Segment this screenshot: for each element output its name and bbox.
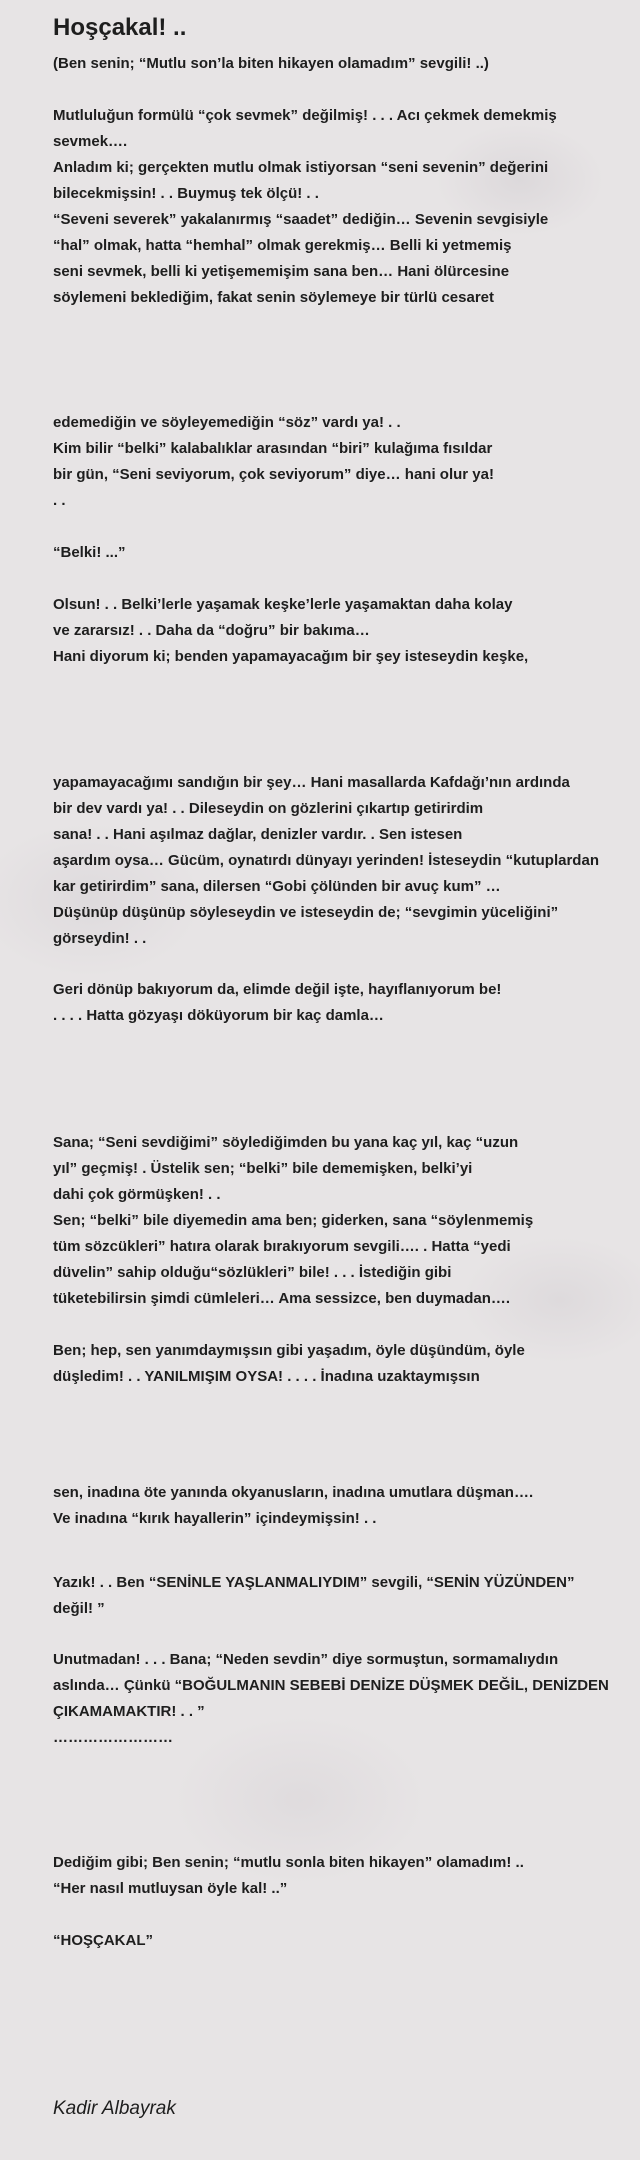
poem-line: söylemeni beklediğim, fakat senin söylemeye bir türlü cesaret xyxy=(53,289,495,306)
poem-line: düşledim! . . YANILMIŞIM OYSA! . . . . İnadına uzaktaymışsın xyxy=(53,1368,480,1385)
poem-paragraph xyxy=(53,1570,575,1622)
poem-line: bir gün, “Seni seviyorum, çok seviyorum” diye… hani olur ya! xyxy=(53,466,494,483)
poem-line: Mutluluğun formülü “çok sevmek” değilmiş! . . . Acı çekmek demekmiş xyxy=(53,107,557,124)
poem-line: edemediğin ve söyleyemediğin “söz” vardı ya! . . xyxy=(53,414,401,431)
poem-line: Kim bilir “belki” kalabalıklar arasından “biri” kulağıma fısıldar xyxy=(53,440,493,457)
poem-line: Yazık! . . Ben “SENİNLE YAŞLANMALIYDIM” sevgili, “SENİN YÜZÜNDEN” xyxy=(53,1574,575,1591)
poem-line: Anladım ki; gerçekten mutlu olmak istiyorsan “seni sevenin” değerini xyxy=(53,159,549,176)
poem-paragraph xyxy=(53,540,126,566)
poem-line: bilecekmişsin! . . Buymuş tek ölçü! . . xyxy=(53,185,319,202)
poem-line: sen, inadına öte yanında okyanusların, inadına umutlara düşman…. xyxy=(53,1484,534,1501)
poem-line: yıl” geçmiş! . Üstelik sen; “belki” bile dememişken, belki’yi xyxy=(53,1160,473,1177)
poem-line: Olsun! . . Belki’lerle yaşamak keşke’lerle yaşamaktan daha kolay xyxy=(53,596,513,613)
poem-line: aşardım oysa… Gücüm, oynatırdı dünyayı yerinden! İsteseydin “kutuplardan xyxy=(53,852,599,869)
poem-line: “hal” olmak, hatta “hemhal” olmak gerekmiş… Belli ki yetmemiş xyxy=(53,237,512,254)
poem-line: Ben; hep, sen yanımdaymışsın gibi yaşadım, öyle düşündüm, öyle xyxy=(53,1342,525,1359)
poem-line: . . xyxy=(53,492,66,509)
poem-line: “Her nasıl mutluysan öyle kal! ..” xyxy=(53,1880,288,1897)
poem-paragraph xyxy=(53,592,528,670)
poem-paragraph xyxy=(53,103,557,311)
poem-line: kar getirirdim” sana, dilersen “Gobi çölünden bir avuç kum” … xyxy=(53,878,501,895)
poem-line: Unutmadan! . . . Bana; “Neden sevdin” diye sormuştun, sormamalıydın xyxy=(53,1651,559,1668)
poem-line: “Seveni severek” yakalanırmış “saadet” dediğin… Sevenin sevgisiyle xyxy=(53,211,549,228)
poem-line: Hani diyorum ki; benden yapamayacağım bir şey isteseydin keşke, xyxy=(53,648,529,665)
poem-line: aslında… Çünkü “BOĞULMANIN SEBEBİ DENİZE DÜŞMEK DEĞİL, DENİZDEN xyxy=(53,1677,609,1694)
poem-title: Hoşçakal! .. xyxy=(53,14,187,41)
poem-line: “HOŞÇAKAL” xyxy=(53,1932,153,1949)
poem-line: sana! . . Hani aşılmaz dağlar, denizler vardır. . Sen istesen xyxy=(53,826,463,843)
poem-paragraph xyxy=(53,1338,525,1390)
poem-paragraph xyxy=(53,977,501,1029)
poem-line: Sen; “belki” bile diyemedin ama ben; giderken, sana “söylenmemiş xyxy=(53,1212,534,1229)
poem-paragraph xyxy=(53,1850,524,1902)
poem-paragraph xyxy=(53,1647,609,1751)
poem-line: (Ben senin; “Mutlu son’la biten hikayen olamadım” sevgili! ..) xyxy=(53,55,489,72)
poem-line: …………………… xyxy=(53,1729,173,1746)
poem-line: değil! ” xyxy=(53,1600,105,1617)
poem-paragraph xyxy=(53,770,599,952)
poem-line: görseydin! . . xyxy=(53,930,147,947)
poem-line: bir dev vardı ya! . . Dileseydin on gözlerini çıkartıp getirirdim xyxy=(53,800,484,817)
poem-line: Düşünüp düşünüp söyleseydin ve isteseydin de; “sevgimin yüceliğini” xyxy=(53,904,559,921)
poem-line: “Belki! ...” xyxy=(53,544,126,561)
poem-line: yapamayacağımı sandığın bir şey… Hani masallarda Kafdağı’nın ardında xyxy=(53,774,570,791)
poem-paragraph xyxy=(53,1928,153,1954)
poem-line: Ve inadına “kırık hayallerin” içindeymişsin! . . xyxy=(53,1510,377,1527)
poem-line: . . . . Hatta gözyaşı döküyorum bir kaç damla… xyxy=(53,1007,384,1024)
poem-line: Sana; “Seni sevdiğimi” söylediğimden bu yana kaç yıl, kaç “uzun xyxy=(53,1134,519,1151)
author-name: Kadir Albayrak xyxy=(53,2098,176,2119)
poem-line: tüm sözcükleri” hatıra olarak bırakıyorum sevgili…. . Hatta “yedi xyxy=(53,1238,511,1255)
poem-paragraph xyxy=(53,1130,533,1312)
poem-line: Geri dönüp bakıyorum da, elimde değil işte, hayıflanıyorum be! xyxy=(53,981,502,998)
poem-line: ÇIKAMAMAKTIR! . . ” xyxy=(53,1703,205,1720)
poem-paragraph xyxy=(53,1480,533,1532)
poem-line: düvelin” sahip olduğu“sözlükleri” bile! . . . İstediğin gibi xyxy=(53,1264,452,1281)
poem-line: sevmek…. xyxy=(53,133,128,150)
poem-paragraph xyxy=(53,410,494,514)
poem-line: Dediğim gibi; Ben senin; “mutlu sonla biten hikayen” olamadım! .. xyxy=(53,1854,524,1871)
poem-line: ve zararsız! . . Daha da “doğru” bir bakıma… xyxy=(53,622,370,639)
poem-line: seni sevmek, belli ki yetişememişim sana ben… Hani ölürcesine xyxy=(53,263,510,280)
poem-line: tüketebilirsin şimdi cümleleri… Ama sessizce, ben duymadan…. xyxy=(53,1290,511,1307)
poem-line: dahi çok görmüşken! . . xyxy=(53,1186,221,1203)
poem-subtitle xyxy=(53,51,489,77)
